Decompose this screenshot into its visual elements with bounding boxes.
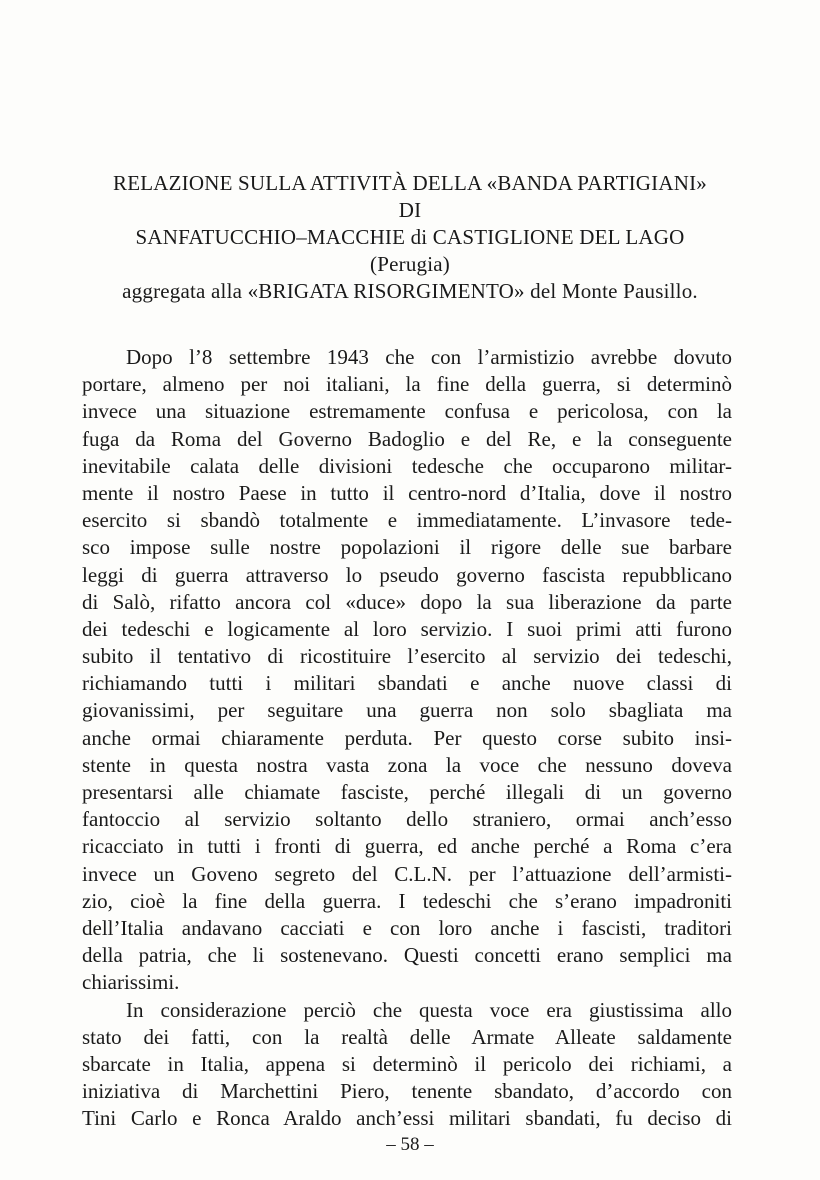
text-line: portare, almeno per noi italiani, la fine della guerra, si determinò [82, 372, 732, 397]
text-line: fuga da Roma del Governo Badoglio e del Re, e la conseguente [82, 426, 732, 451]
text-line: zio, cioè la fine della guerra. I tedeschi che s’erano impadroniti [82, 888, 732, 913]
text-line: dell’Italia andavano cacciati e con loro anche i fascisti, traditori [82, 915, 732, 940]
heading-line-2: DI [398, 198, 422, 222]
text-line: richiamando tutti i militari sbandati e anche nuove classi di [82, 671, 732, 696]
heading-line-3: SANFATUCCHIO–MACCHIE di CASTIGLIONE DEL LAGO [135, 225, 685, 249]
text-line: di Salò, rifatto ancora col «duce» dopo la sua liberazione da parte [82, 589, 732, 614]
heading-line-1: RELAZIONE SULLA ATTIVITÀ DELLA «BANDA PARTIGIANI» [113, 171, 707, 195]
text-line: giovanissimi, per seguitare una guerra non solo sbagliata ma [82, 698, 732, 723]
text-line: dei tedeschi e logicamente al loro servizio. I suoi primi atti furono [82, 616, 732, 641]
text-line: invece un Goveno segreto del C.L.N. per l’attuazione dell’armisti- [82, 861, 732, 886]
text-line: stente in questa nostra vasta zona la voce che nessuno doveva [82, 752, 732, 777]
text-line: inevitabile calata delle divisioni tedesche che occuparono militar- [82, 453, 732, 478]
text-line: subito il tentativo di ricostituire l’esercito al servizio dei tedeschi, [82, 644, 732, 669]
text-line: anche ormai chiaramente perduta. Per questo corse subito insi- [82, 725, 732, 750]
text-line: fantoccio al servizio soltanto dello straniero, ormai anch’esso [82, 807, 732, 832]
paragraph-1 [82, 344, 732, 997]
text-line: mente il nostro Paese in tutto il centro-nord d’Italia, dove il nostro [82, 480, 732, 505]
text-line: sbarcate in Italia, appena si determinò il pericolo dei richiami, a [82, 1051, 732, 1076]
text-line: In considerazione perciò che questa voce era giustissima allo [126, 997, 732, 1022]
body-text [82, 344, 732, 1132]
text-line: chiarissimi. [82, 970, 180, 995]
text-line: presentarsi alle chiamate fasciste, perché illegali di un governo [82, 780, 732, 804]
heading-line-5: aggregata alla «BRIGATA RISORGIMENTO» del Monte Pausillo. [122, 279, 698, 303]
text-line: iniziativa di Marchettini Piero, tenente sbandato, d’accordo con [82, 1079, 732, 1104]
text-line: Tini Carlo e Ronca Araldo anch’essi militari sbandati, fu deciso di [82, 1106, 732, 1131]
text-line: sco impose sulle nostre popolazioni il rigore delle sue barbare [82, 535, 732, 560]
document-heading [80, 170, 740, 305]
text-line: esercito si sbandò totalmente e immediatamente. L’invasore tede- [82, 508, 732, 533]
text-line: ricacciato in tutti i fronti di guerra, ed anche perché a Roma c’era [82, 834, 732, 859]
text-line: leggi di guerra attraverso lo pseudo governo fascista repubblicano [82, 562, 732, 587]
page-number: – 58 – [386, 1134, 434, 1155]
text-line: stato dei fatti, con la realtà delle Armate Alleate saldamente [82, 1024, 732, 1049]
text-line: invece una situazione estremamente confusa e pericolosa, con la [82, 399, 732, 424]
heading-line-4: (Perugia) [370, 252, 450, 276]
text-line: Dopo l’8 settembre 1943 che con l’armistizio avrebbe dovuto [126, 345, 732, 369]
text-line: della patria, che li sostenevano. Questi concetti erano semplici ma [82, 943, 732, 968]
paragraph-2 [82, 997, 732, 1133]
